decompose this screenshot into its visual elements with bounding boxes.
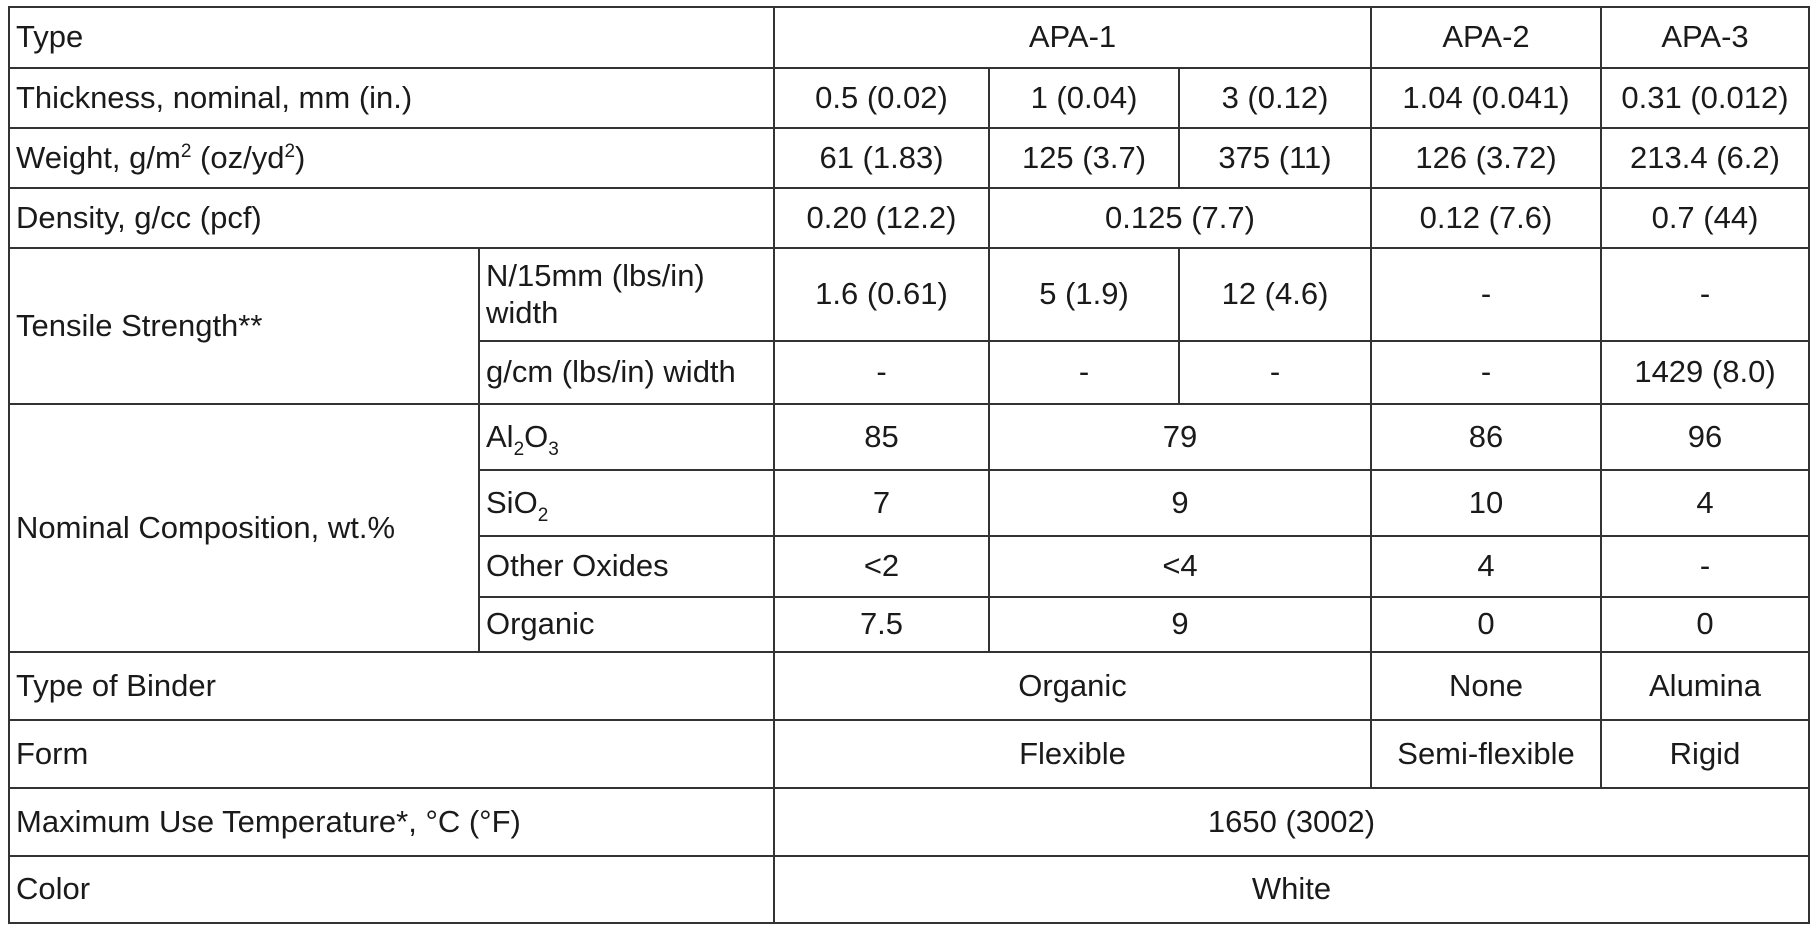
form-value: Semi-flexible [1371,720,1601,788]
tensile-value: - [1371,248,1601,341]
organic-label: Organic [479,597,774,652]
specifications-table [8,6,1810,924]
tensile-unit-gcm: g/cm (lbs/in) width [479,341,774,404]
composition-value: 7 [774,470,989,536]
weight-value: 375 (11) [1179,128,1371,188]
row-thickness [9,68,1809,128]
density-value: 0.12 (7.6) [1371,188,1601,248]
composition-label: Nominal Composition, wt.% [9,404,479,652]
header-apa-3: APA-3 [1601,7,1809,68]
thickness-value: 1 (0.04) [989,68,1179,128]
form-value: Flexible [774,720,1371,788]
composition-value: 7.5 [774,597,989,652]
composition-value: - [1601,536,1809,597]
thickness-value: 0.31 (0.012) [1601,68,1809,128]
binder-value: None [1371,652,1601,720]
composition-value: 86 [1371,404,1601,470]
composition-value: 4 [1601,470,1809,536]
tensile-value: - [1371,341,1601,404]
density-value: 0.125 (7.7) [989,188,1371,248]
thickness-label: Thickness, nominal, mm (in.) [9,68,774,128]
form-value: Rigid [1601,720,1809,788]
composition-value: 10 [1371,470,1601,536]
composition-value: <4 [989,536,1371,597]
tensile-value: - [774,341,989,404]
header-apa-1: APA-1 [774,7,1371,68]
composition-value: 0 [1371,597,1601,652]
binder-value: Organic [774,652,1371,720]
weight-value: 126 (3.72) [1371,128,1601,188]
color-value: White [774,856,1809,923]
tensile-strength-label: Tensile Strength** [9,248,479,404]
tensile-value: - [1601,248,1809,341]
weight-value: 125 (3.7) [989,128,1179,188]
tensile-value: 12 (4.6) [1179,248,1371,341]
thickness-value: 1.04 (0.041) [1371,68,1601,128]
sio2-label: SiO$_2$ [479,470,774,536]
al2o3-label: $Al_2O_3$ [479,404,774,470]
weight-value: 61 (1.83) [774,128,989,188]
binder-label: Type of Binder [9,652,774,720]
row-max-temp [9,788,1809,856]
row-weight [9,128,1809,188]
composition-value: 9 [989,597,1371,652]
row-al2o3 [9,404,1809,470]
row-density [9,188,1809,248]
tensile-value: - [989,341,1179,404]
composition-value: <2 [774,536,989,597]
composition-value: 85 [774,404,989,470]
tensile-unit-n15mm: N/15mm (lbs/in) width [479,248,774,341]
header-apa-2: APA-2 [1371,7,1601,68]
color-label: Color [9,856,774,923]
thickness-value: 0.5 (0.02) [774,68,989,128]
density-value: 0.20 (12.2) [774,188,989,248]
thickness-value: 3 (0.12) [1179,68,1371,128]
composition-value: 9 [989,470,1371,536]
other-oxides-label: Other Oxides [479,536,774,597]
max-temp-label: Maximum Use Temperature*, °C (°F) [9,788,774,856]
max-temp-value: 1650 (3002) [774,788,1809,856]
composition-value: 96 [1601,404,1809,470]
tensile-value: 1.6 (0.61) [774,248,989,341]
row-type [9,7,1809,68]
density-value: 0.7 (44) [1601,188,1809,248]
type-label: Type [9,7,774,68]
tensile-value: 1429 (8.0) [1601,341,1809,404]
row-binder [9,652,1809,720]
row-tensile-1 [9,248,1809,341]
composition-value: 4 [1371,536,1601,597]
weight-value: 213.4 (6.2) [1601,128,1809,188]
composition-value: 0 [1601,597,1809,652]
weight-label: Weight, $g/m^2$ $(oz/yd^2)$ [9,128,774,188]
row-color [9,856,1809,923]
binder-value: Alumina [1601,652,1809,720]
composition-value: 79 [989,404,1371,470]
form-label: Form [9,720,774,788]
tensile-value: - [1179,341,1371,404]
row-form [9,720,1809,788]
density-label: Density, g/cc (pcf) [9,188,774,248]
tensile-value: 5 (1.9) [989,248,1179,341]
